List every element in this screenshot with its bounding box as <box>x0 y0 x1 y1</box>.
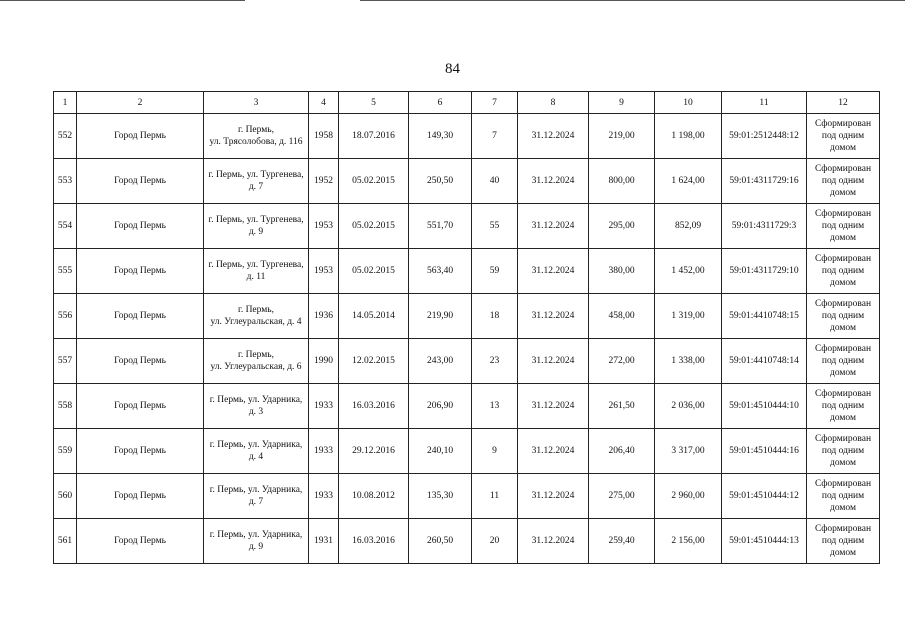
value-col10-cell: 2 960,00 <box>655 474 722 519</box>
date-cell: 16.03.2016 <box>339 384 409 429</box>
area-cell: 240,10 <box>409 429 472 474</box>
area-cell: 563,40 <box>409 249 472 294</box>
column-header: 7 <box>472 92 518 114</box>
residents-cell: 23 <box>472 339 518 384</box>
year-built-cell: 1953 <box>309 249 339 294</box>
address-cell: г. Пермь, ул. Ударника, д. 9 <box>204 519 309 564</box>
row-number-cell: 553 <box>54 159 77 204</box>
note-cell: Сформирован под одним домом <box>807 249 880 294</box>
address-cell: г. Пермь, ул. Трясолобова, д. 116 <box>204 114 309 159</box>
year-built-cell: 1933 <box>309 429 339 474</box>
area-cell: 149,30 <box>409 114 472 159</box>
column-header: 5 <box>339 92 409 114</box>
top-rule-left <box>0 0 245 1</box>
deadline-date-cell: 31.12.2024 <box>518 249 589 294</box>
table-row <box>54 249 880 294</box>
value-col10-cell: 1 624,00 <box>655 159 722 204</box>
cadastral-number-cell: 59:01:2512448:12 <box>722 114 807 159</box>
row-number-cell: 556 <box>54 294 77 339</box>
date-cell: 16.03.2016 <box>339 519 409 564</box>
year-built-cell: 1953 <box>309 204 339 249</box>
area-cell: 219,90 <box>409 294 472 339</box>
table-row <box>54 159 880 204</box>
date-cell: 10.08.2012 <box>339 474 409 519</box>
note-cell: Сформирован под одним домом <box>807 159 880 204</box>
year-built-cell: 1933 <box>309 384 339 429</box>
value-col10-cell: 852,09 <box>655 204 722 249</box>
year-built-cell: 1933 <box>309 474 339 519</box>
row-number-cell: 559 <box>54 429 77 474</box>
value-col9-cell: 295,00 <box>589 204 655 249</box>
date-cell: 05.02.2015 <box>339 159 409 204</box>
row-number-cell: 557 <box>54 339 77 384</box>
note-cell: Сформирован под одним домом <box>807 204 880 249</box>
deadline-date-cell: 31.12.2024 <box>518 429 589 474</box>
municipality-cell: Город Пермь <box>77 384 204 429</box>
cadastral-number-cell: 59:01:4311729:16 <box>722 159 807 204</box>
municipality-cell: Город Пермь <box>77 159 204 204</box>
top-rule-right <box>360 0 905 1</box>
table-row <box>54 519 880 564</box>
value-col9-cell: 259,40 <box>589 519 655 564</box>
residents-cell: 9 <box>472 429 518 474</box>
row-number-cell: 555 <box>54 249 77 294</box>
deadline-date-cell: 31.12.2024 <box>518 114 589 159</box>
value-col10-cell: 1 338,00 <box>655 339 722 384</box>
value-col9-cell: 272,00 <box>589 339 655 384</box>
address-cell: г. Пермь, ул. Ударника, д. 4 <box>204 429 309 474</box>
column-header: 4 <box>309 92 339 114</box>
municipality-cell: Город Пермь <box>77 294 204 339</box>
date-cell: 12.02.2015 <box>339 339 409 384</box>
column-header: 11 <box>722 92 807 114</box>
row-number-cell: 560 <box>54 474 77 519</box>
year-built-cell: 1958 <box>309 114 339 159</box>
area-cell: 250,50 <box>409 159 472 204</box>
table-row <box>54 474 880 519</box>
table-body <box>54 92 880 564</box>
cadastral-number-cell: 59:01:4510444:10 <box>722 384 807 429</box>
value-col9-cell: 458,00 <box>589 294 655 339</box>
value-col9-cell: 800,00 <box>589 159 655 204</box>
value-col10-cell: 1 452,00 <box>655 249 722 294</box>
date-cell: 05.02.2015 <box>339 204 409 249</box>
address-cell: г. Пермь, ул. Ударника, д. 3 <box>204 384 309 429</box>
date-cell: 14.05.2014 <box>339 294 409 339</box>
value-col9-cell: 219,00 <box>589 114 655 159</box>
year-built-cell: 1936 <box>309 294 339 339</box>
deadline-date-cell: 31.12.2024 <box>518 204 589 249</box>
cadastral-number-cell: 59:01:4311729:3 <box>722 204 807 249</box>
table-row <box>54 294 880 339</box>
row-number-cell: 558 <box>54 384 77 429</box>
cadastral-number-cell: 59:01:4410748:14 <box>722 339 807 384</box>
value-col9-cell: 261,50 <box>589 384 655 429</box>
value-col10-cell: 1 319,00 <box>655 294 722 339</box>
note-cell: Сформирован под одним домом <box>807 294 880 339</box>
table-row <box>54 429 880 474</box>
table-row <box>54 339 880 384</box>
column-header: 1 <box>54 92 77 114</box>
row-number-cell: 552 <box>54 114 77 159</box>
value-col9-cell: 380,00 <box>589 249 655 294</box>
deadline-date-cell: 31.12.2024 <box>518 159 589 204</box>
value-col9-cell: 275,00 <box>589 474 655 519</box>
cadastral-number-cell: 59:01:4510444:13 <box>722 519 807 564</box>
municipality-cell: Город Пермь <box>77 204 204 249</box>
residents-cell: 18 <box>472 294 518 339</box>
cadastral-number-cell: 59:01:4410748:15 <box>722 294 807 339</box>
deadline-date-cell: 31.12.2024 <box>518 474 589 519</box>
column-header: 3 <box>204 92 309 114</box>
area-cell: 551,70 <box>409 204 472 249</box>
residents-cell: 40 <box>472 159 518 204</box>
municipality-cell: Город Пермь <box>77 114 204 159</box>
address-cell: г. Пермь, ул. Ударника, д. 7 <box>204 474 309 519</box>
deadline-date-cell: 31.12.2024 <box>518 384 589 429</box>
table-row <box>54 114 880 159</box>
value-col10-cell: 3 317,00 <box>655 429 722 474</box>
row-number-cell: 561 <box>54 519 77 564</box>
value-col10-cell: 1 198,00 <box>655 114 722 159</box>
area-cell: 135,30 <box>409 474 472 519</box>
column-header: 6 <box>409 92 472 114</box>
date-cell: 05.02.2015 <box>339 249 409 294</box>
deadline-date-cell: 31.12.2024 <box>518 294 589 339</box>
table-row <box>54 204 880 249</box>
note-cell: Сформирован под одним домом <box>807 519 880 564</box>
area-cell: 260,50 <box>409 519 472 564</box>
value-col10-cell: 2 156,00 <box>655 519 722 564</box>
address-cell: г. Пермь, ул. Углеуральская, д. 6 <box>204 339 309 384</box>
address-cell: г. Пермь, ул. Углеуральская, д. 4 <box>204 294 309 339</box>
column-header: 8 <box>518 92 589 114</box>
row-number-cell: 554 <box>54 204 77 249</box>
cadastral-number-cell: 59:01:4510444:12 <box>722 474 807 519</box>
municipality-cell: Город Пермь <box>77 249 204 294</box>
residents-cell: 13 <box>472 384 518 429</box>
address-cell: г. Пермь, ул. Тургенева, д. 9 <box>204 204 309 249</box>
deadline-date-cell: 31.12.2024 <box>518 519 589 564</box>
area-cell: 206,90 <box>409 384 472 429</box>
note-cell: Сформирован под одним домом <box>807 384 880 429</box>
note-cell: Сформирован под одним домом <box>807 114 880 159</box>
year-built-cell: 1990 <box>309 339 339 384</box>
municipality-cell: Город Пермь <box>77 474 204 519</box>
table-row <box>54 384 880 429</box>
cadastral-number-cell: 59:01:4311729:10 <box>722 249 807 294</box>
registry-table <box>53 91 880 564</box>
value-col10-cell: 2 036,00 <box>655 384 722 429</box>
column-header: 10 <box>655 92 722 114</box>
residents-cell: 55 <box>472 204 518 249</box>
deadline-date-cell: 31.12.2024 <box>518 339 589 384</box>
note-cell: Сформирован под одним домом <box>807 429 880 474</box>
column-header: 2 <box>77 92 204 114</box>
residents-cell: 11 <box>472 474 518 519</box>
date-cell: 29.12.2016 <box>339 429 409 474</box>
residents-cell: 20 <box>472 519 518 564</box>
municipality-cell: Город Пермь <box>77 429 204 474</box>
municipality-cell: Город Пермь <box>77 339 204 384</box>
residents-cell: 59 <box>472 249 518 294</box>
note-cell: Сформирован под одним домом <box>807 339 880 384</box>
area-cell: 243,00 <box>409 339 472 384</box>
date-cell: 18.07.2016 <box>339 114 409 159</box>
note-cell: Сформирован под одним домом <box>807 474 880 519</box>
address-cell: г. Пермь, ул. Тургенева, д. 7 <box>204 159 309 204</box>
value-col9-cell: 206,40 <box>589 429 655 474</box>
cadastral-number-cell: 59:01:4510444:16 <box>722 429 807 474</box>
column-header: 12 <box>807 92 880 114</box>
address-cell: г. Пермь, ул. Тургенева, д. 11 <box>204 249 309 294</box>
column-header: 9 <box>589 92 655 114</box>
page-number: 84 <box>445 61 460 77</box>
residents-cell: 7 <box>472 114 518 159</box>
year-built-cell: 1931 <box>309 519 339 564</box>
year-built-cell: 1952 <box>309 159 339 204</box>
municipality-cell: Город Пермь <box>77 519 204 564</box>
header-row <box>54 92 880 114</box>
